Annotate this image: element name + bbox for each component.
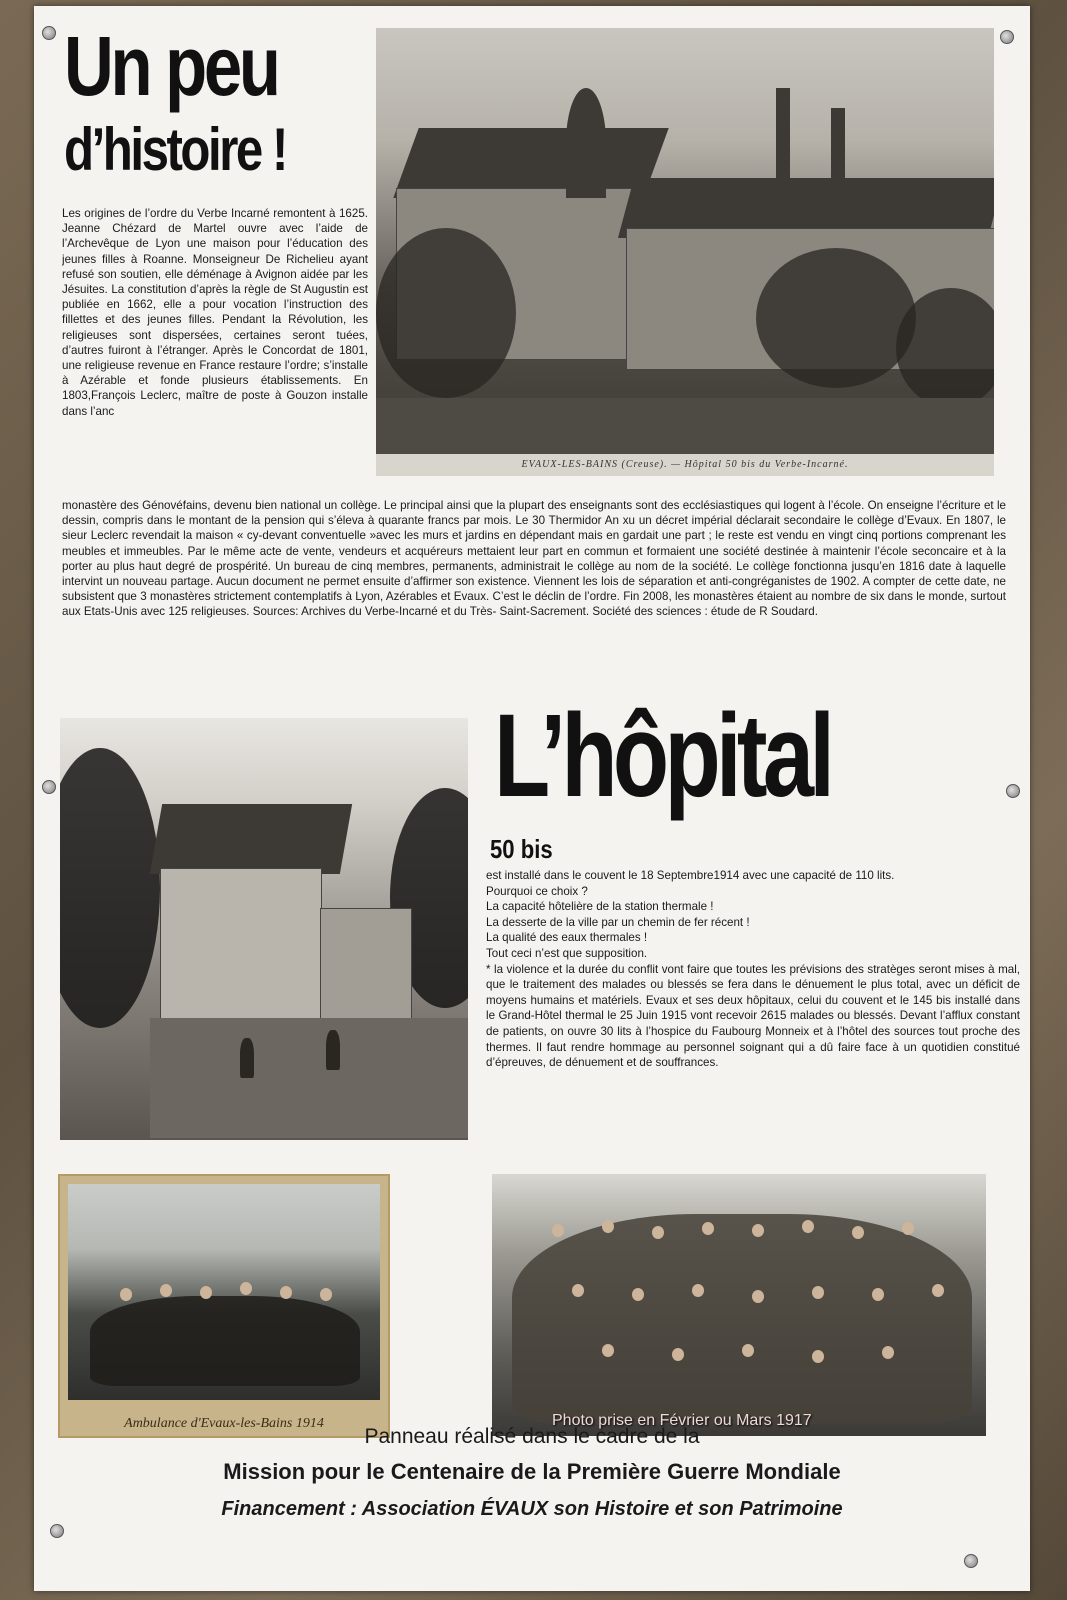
- soldiers-photo-caption: Photo prise en Février ou Mars 1917: [552, 1412, 812, 1429]
- convent-photo-caption: EVAUX-LES-BAINS (Creuse). — Hôpital 50 bis du Verbe-Incarné.: [376, 454, 994, 476]
- section-title-histoire: Un peu: [64, 19, 278, 113]
- hopital-line: La qualité des eaux thermales !: [486, 931, 648, 945]
- ambulance-photo-caption: Ambulance d'Evaux-les-Bains 1914: [124, 1416, 324, 1431]
- hopital-line: La capacité hôtelière de la station thermale !: [486, 900, 714, 914]
- histoire-text-left: [62, 206, 368, 492]
- footer-line-3: Financement : Association ÉVAUX son Histoire et son Patrimoine: [221, 1498, 843, 1520]
- hospital-building-photo: [60, 718, 468, 1140]
- histoire-paragraph-continued: monastère des Génovéfains, devenu bien national un collège. Le principal ainsi que la plupart des enseignants sont des ecclésiastiques qui logent à l’école. On enseigne l’écriture et le dessin, compris dans le montant de la pension qui s’éleva à quarante francs par mois. Le 30 Thermidor An xu un décret impérial déclarait secondaire le collège d’Evaux. En 1807, le sieur Leclerc revendait la maison « cy-devant conventuelle »avec les murs et jardins en dépendant mais en gardait une part ; le reste est vendu en vingt cinq portions comprenant les meubles et immeubles. Par le même acte de vente, vendeurs et acquéreurs mettaient leur part en commun et formaient une société destinée à maintenir l’école seconcaire et à la porter au plus haut degré de prospérité. Un bureau de cinq membres, permanents, administrait le collège au nom de la société. Le collège fonctionna jusqu’en 1816 date à laquelle intervint un nouveau partage. Aucun document ne permet ensuite d’affirmer son existence. Viennent les lois de séparation et anti-congréganistes de 1902. A compter de cette date, ne subsistent que 3 monastères strictement contemplatifs à Lyon, Azérables et Evaux. C’est le déclin de l’ordre. Fin 2008, les monastères étaient au nombre de six dans le monde, surtout aux Etats-Unis avec 125 religieuses. Sources: Archives du Verbe-Incarné et du Très- Saint-Sacrement. Société des sciences : étude de R Soudard.: [62, 499, 1006, 619]
- screw-icon: [1000, 30, 1014, 44]
- screw-icon: [50, 1524, 64, 1538]
- footer-line-2: Mission pour le Centenaire de la Première Guerre Mondiale: [223, 1459, 841, 1484]
- info-panel: [34, 6, 1030, 1591]
- hopital-text: [486, 868, 1020, 1071]
- screw-icon: [964, 1554, 978, 1568]
- section-subtitle-hopital: 50 bis: [490, 834, 553, 864]
- ambulance-group-photo: [58, 1174, 390, 1438]
- hopital-line: * la violence et la durée du conflit vont faire que toutes les prévisions des stratèges seront mises à mal, que le traitement des malades ou blessés se fera dans le dénuement le plus total, avec un déficit de moyens humains et matériels. Evaux et ses deux hôpitaux, celui du couvent et le 145 bis installé dans le Grand-Hôtel thermal le 25 Juin 1915 vont recevoir 2615 malades ou blessés. Devant l’afflux constant de patients, on ouvre 30 lits à l’hospice du Faubourg Monneix et à l’hôtel des sources tout proche des thermes. Il faut rendre hommage au personnel soignant qui a dû faire face à un quotidien constitué d’épreuves, de dénuement et de souffrances.: [486, 962, 1020, 1070]
- hopital-line: La desserte de la ville par un chemin de fer récent !: [486, 915, 750, 929]
- hopital-line: Pourquoi ce choix ?: [486, 884, 588, 898]
- screw-icon: [42, 26, 56, 40]
- hopital-line: Tout ceci n’est que supposition.: [486, 946, 648, 960]
- convent-photo: [376, 28, 994, 476]
- hopital-line: est installé dans le couvent le 18 Septembre1914 avec une capacité de 110 lits.: [486, 869, 895, 882]
- footer-line-1: Panneau réalisé dans le cadre de la: [364, 1425, 700, 1448]
- histoire-paragraph: Les origines de l’ordre du Verbe Incarné remontent à 1625. Jeanne Chézard de Martel ouvre avec l’aide de l’Archevêque de Lyon une maison pour l’éducation des jeunes filles à Roanne. Monseigneur De Richelieu ayant refusé son soutien, elle déménage à Avignon aidée par les Jésuites. La constitution d’après la règle de St Augustin est publiée en 1662, elle a pour vocation l’instruction des fillettes et des jeunes filles. Pendant la Révolution, les religieuses sont dispersées, certaines seront tuées, d’autres fuiront à l’étranger. Après le Concordat de 1801, une religieuse revenue en France restaure l’ordre; s’installe à Azérable et fonde plusieurs établissements. En 1803,François Leclerc, maître de poste à Gouzon installe dans l’anc: [62, 207, 368, 418]
- screw-icon: [1006, 784, 1020, 798]
- histoire-text-full: [62, 498, 1006, 692]
- panel-footer: [56, 1422, 1008, 1526]
- screw-icon: [42, 780, 56, 794]
- soldiers-group-photo: [492, 1174, 986, 1436]
- section-title-histoire-line2: d’histoire !: [64, 116, 286, 183]
- section-title-hopital: L’hôpital: [494, 690, 831, 822]
